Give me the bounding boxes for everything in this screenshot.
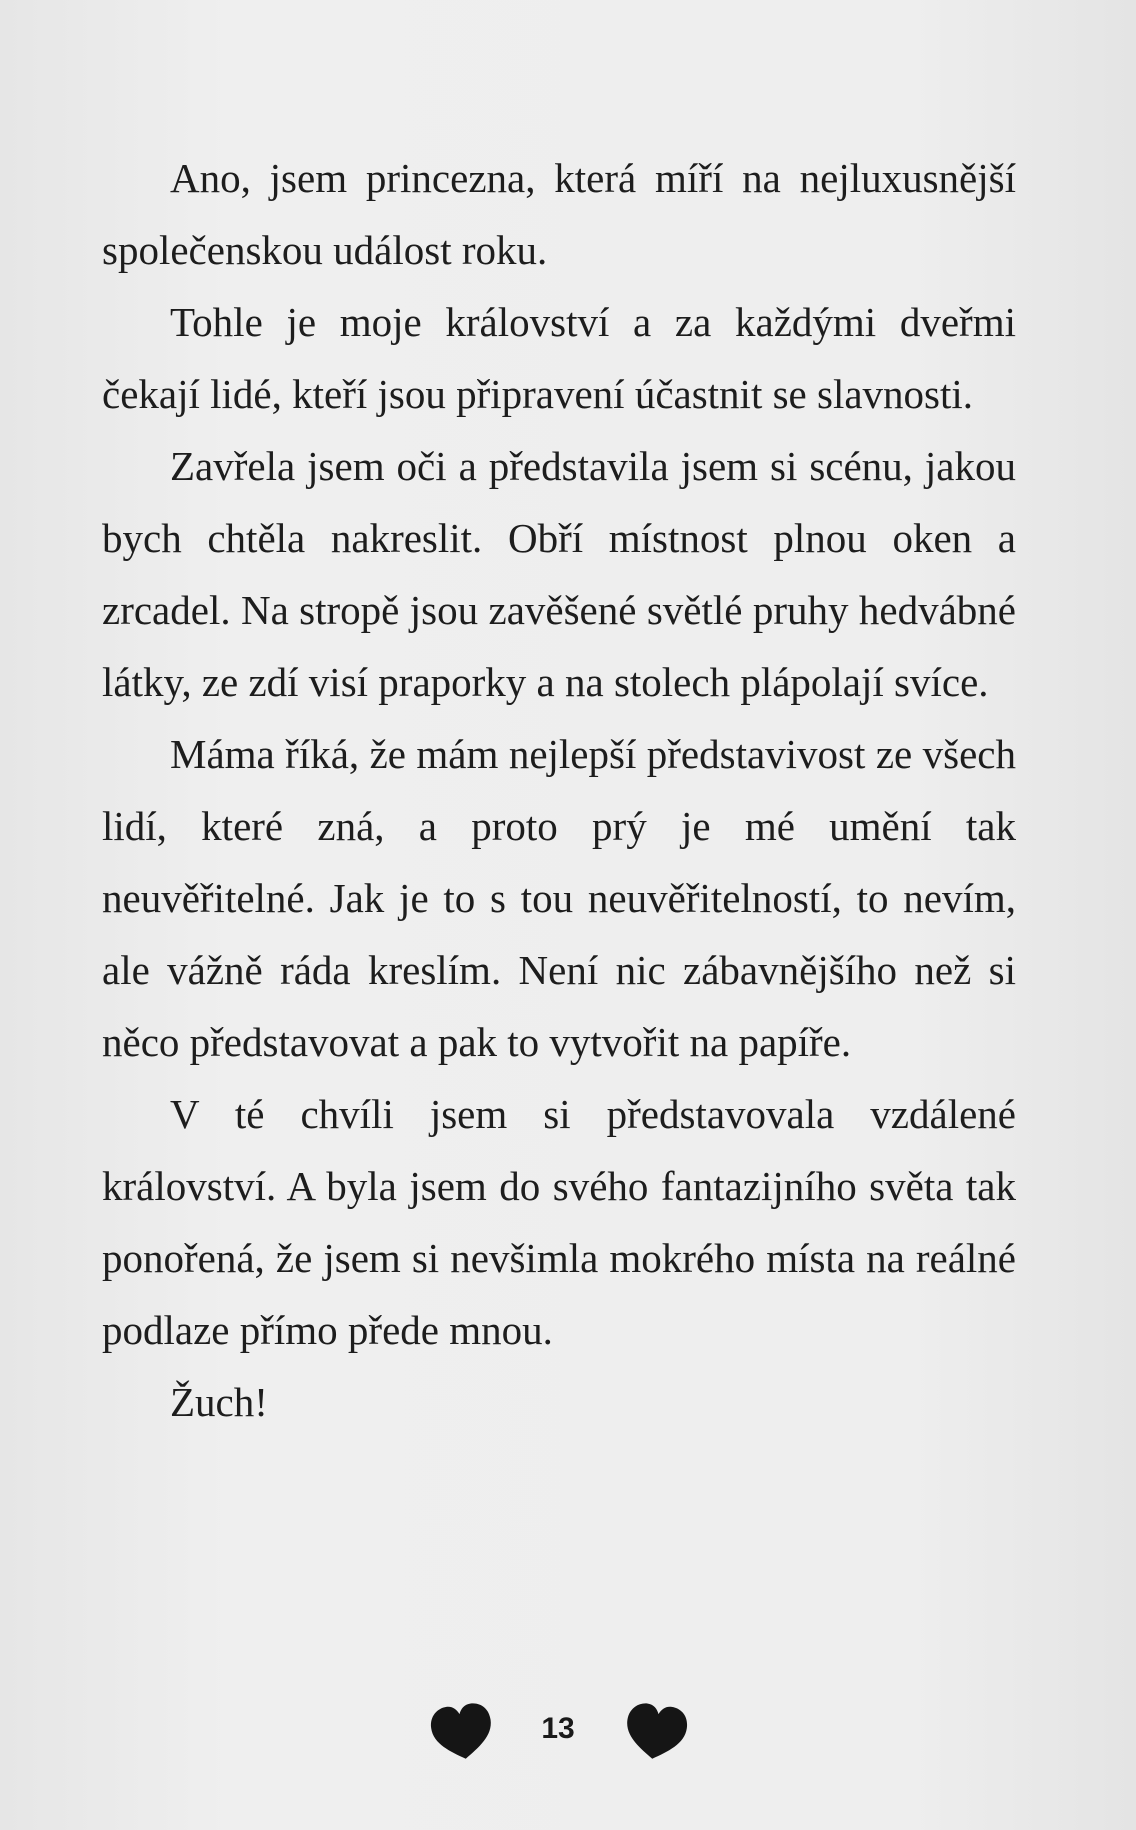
page-footer [0,1700,1136,1770]
paragraph: Máma říká, že mám nejlepší představivost ze všech lidí, které zná, a proto prý je mé umění tak neuvěřitelné. Jak je to s tou neuvěřitelností, to nevím, ale vážně ráda kreslím. Není nic zábavnějšího než si něco představovat a pak to vytvořit na papíře. [102,731,1016,1065]
page-body-text [102,142,1016,1438]
paragraph: Zavřela jsem oči a představila jsem si scénu, jakou bych chtěla nakreslit. Obří místnost plnou oken a zrcadel. Na stropě jsou zavěšené světlé pruhy hedvábné látky, ze zdí visí praporky a na stolech plápolají svíce. [102,443,1016,705]
paragraph: Tohle je moje království a za každými dveřmi čekají lidé, kteří jsou připravení účastnit se slavnosti. [102,299,1016,417]
paragraph: Ano, jsem princezna, která míří na nejluxusnější společenskou událost roku. [102,155,1016,273]
paragraph: V té chvíli jsem si představovala vzdálené království. A byla jsem do svého fantazijního světa tak ponořená, že jsem si nevšimla mokrého místa na reálné podlaze přímo přede mnou. [102,1091,1016,1353]
heart-icon [428,1702,496,1767]
paragraph: Žuch! [170,1379,268,1425]
page-number: 13 [541,1712,575,1745]
heart-icon [622,1702,690,1767]
